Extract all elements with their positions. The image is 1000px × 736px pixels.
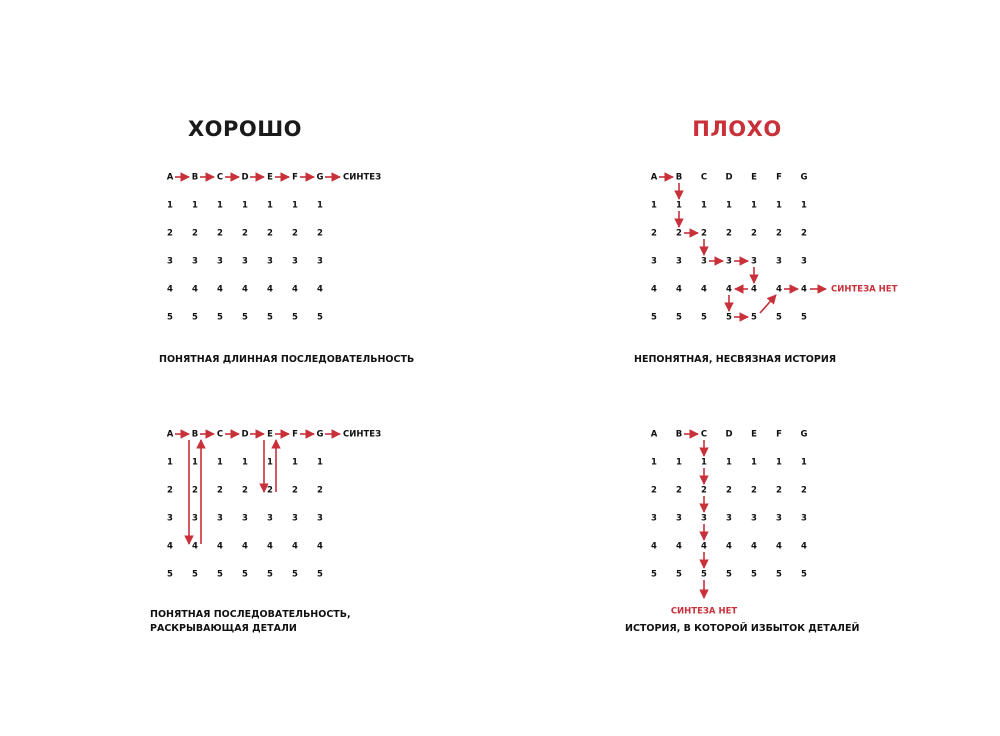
column-header-A: A (166, 429, 174, 440)
cell-C1: 1 (701, 200, 707, 211)
cell-A5: 5 (651, 569, 657, 580)
cell-G3: 3 (801, 513, 807, 524)
cell-D5: 5 (726, 569, 732, 580)
cell-D5: 5 (242, 312, 248, 323)
column-header-F: F (776, 429, 782, 440)
heading-good: ХОРОШО (187, 117, 303, 141)
cell-F2: 2 (776, 485, 782, 496)
caption-good-top: ПОНЯТНАЯ ДЛИННАЯ ПОСЛЕДОВАТЕЛЬНОСТЬ (159, 354, 415, 365)
cell-E3: 3 (267, 513, 273, 524)
cell-E3: 3 (751, 513, 757, 524)
cell-C2: 2 (701, 485, 707, 496)
cell-D2: 2 (242, 228, 248, 239)
cell-G1: 1 (801, 200, 807, 211)
cell-A3: 3 (651, 256, 657, 267)
cell-B5: 5 (192, 569, 198, 580)
cell-B5: 5 (676, 312, 682, 323)
cell-G5: 5 (317, 569, 323, 580)
cell-B1: 1 (676, 457, 682, 468)
column-header-E: E (267, 429, 273, 440)
column-header-E: E (751, 429, 757, 440)
cell-E4: 4 (751, 541, 757, 552)
cell-F1: 1 (292, 200, 298, 211)
column-header-B: B (191, 429, 199, 440)
cell-E4: 4 (267, 541, 273, 552)
cell-A3: 3 (167, 256, 173, 267)
cell-G4: 4 (317, 541, 323, 552)
cell-B4: 4 (192, 284, 198, 295)
column-header-F: F (292, 429, 298, 440)
cell-G1: 1 (317, 200, 323, 211)
column-header-E: E (267, 172, 273, 183)
cell-C5: 5 (701, 312, 707, 323)
synthesis-label: СИНТЕЗ (343, 172, 382, 183)
cell-E3: 3 (751, 256, 757, 267)
cell-E3: 3 (267, 256, 273, 267)
cell-E1: 1 (751, 200, 757, 211)
cell-E2: 2 (267, 485, 273, 496)
cell-F2: 2 (776, 228, 782, 239)
cell-G4: 4 (801, 541, 807, 552)
cell-D4: 4 (242, 284, 248, 295)
cell-G1: 1 (317, 457, 323, 468)
cell-C1: 1 (217, 457, 223, 468)
caption-bad-bottom: ИСТОРИЯ, В КОТОРОЙ ИЗБЫТОК ДЕТАЛЕЙ (625, 623, 860, 634)
column-header-D: D (725, 429, 733, 440)
cell-C3: 3 (217, 256, 223, 267)
cell-A4: 4 (651, 284, 657, 295)
column-header-B: B (675, 172, 683, 183)
no-synthesis-label: СИНТЕЗА НЕТ (831, 284, 898, 295)
cell-C4: 4 (217, 541, 223, 552)
cell-F4: 4 (292, 284, 298, 295)
column-header-D: D (241, 172, 249, 183)
column-header-G: G (800, 172, 808, 183)
cell-F3: 3 (776, 256, 782, 267)
cell-G2: 2 (317, 228, 323, 239)
cell-F5: 5 (292, 569, 298, 580)
cell-G3: 3 (317, 513, 323, 524)
cell-D4: 4 (726, 284, 732, 295)
cell-B4: 4 (192, 541, 198, 552)
cell-A4: 4 (167, 541, 173, 552)
cell-F3: 3 (292, 513, 298, 524)
cell-A5: 5 (167, 312, 173, 323)
red-arrow (760, 295, 776, 313)
column-header-E: E (751, 172, 757, 183)
column-header-C: C (216, 429, 224, 440)
cell-F5: 5 (292, 312, 298, 323)
cell-F4: 4 (776, 541, 782, 552)
cell-G4: 4 (317, 284, 323, 295)
cell-A1: 1 (651, 200, 657, 211)
cell-A2: 2 (651, 228, 657, 239)
column-header-C: C (700, 429, 708, 440)
cell-C2: 2 (217, 228, 223, 239)
cell-A2: 2 (167, 228, 173, 239)
cell-D2: 2 (726, 228, 732, 239)
cell-F5: 5 (776, 569, 782, 580)
cell-F2: 2 (292, 228, 298, 239)
cell-E1: 1 (751, 457, 757, 468)
column-header-C: C (700, 172, 708, 183)
cell-E4: 4 (751, 284, 757, 295)
cell-F4: 4 (292, 541, 298, 552)
column-header-F: F (292, 172, 298, 183)
cell-D3: 3 (726, 256, 732, 267)
cell-C3: 3 (701, 513, 707, 524)
cell-B3: 3 (192, 256, 198, 267)
cell-C5: 5 (217, 569, 223, 580)
cell-B3: 3 (676, 513, 682, 524)
cell-A3: 3 (651, 513, 657, 524)
cell-B3: 3 (192, 513, 198, 524)
cell-B1: 1 (676, 200, 682, 211)
cell-G1: 1 (801, 457, 807, 468)
column-header-A: A (166, 172, 174, 183)
column-header-B: B (675, 429, 683, 440)
cell-G5: 5 (801, 312, 807, 323)
cell-F1: 1 (292, 457, 298, 468)
cell-D4: 4 (242, 541, 248, 552)
column-header-C: C (216, 172, 224, 183)
cell-F1: 1 (776, 457, 782, 468)
cell-E1: 1 (267, 200, 273, 211)
cell-C4: 4 (701, 541, 707, 552)
cell-G2: 2 (801, 228, 807, 239)
heading-bad: ПЛОХО (692, 117, 782, 141)
cell-D1: 1 (726, 457, 732, 468)
cell-E4: 4 (267, 284, 273, 295)
cell-D4: 4 (726, 541, 732, 552)
cell-D1: 1 (242, 457, 248, 468)
cell-F3: 3 (776, 513, 782, 524)
cell-B4: 4 (676, 541, 682, 552)
cell-A1: 1 (651, 457, 657, 468)
cell-A5: 5 (651, 312, 657, 323)
cell-G4: 4 (801, 284, 807, 295)
cell-G2: 2 (317, 485, 323, 496)
cell-C5: 5 (701, 569, 707, 580)
cell-G3: 3 (801, 256, 807, 267)
cell-B2: 2 (676, 228, 682, 239)
column-header-D: D (241, 429, 249, 440)
cell-B2: 2 (192, 485, 198, 496)
cell-B1: 1 (192, 457, 198, 468)
caption-bad-top: НЕПОНЯТНАЯ, НЕСВЯЗНАЯ ИСТОРИЯ (634, 354, 837, 365)
cell-C1: 1 (701, 457, 707, 468)
cell-A1: 1 (167, 457, 173, 468)
cell-C5: 5 (217, 312, 223, 323)
column-header-B: B (191, 172, 199, 183)
diagram-good-sequence (167, 173, 381, 323)
cell-F4: 4 (776, 284, 782, 295)
cell-G5: 5 (317, 312, 323, 323)
column-header-G: G (316, 429, 324, 440)
cell-C3: 3 (701, 256, 707, 267)
cell-A3: 3 (167, 513, 173, 524)
cell-D3: 3 (726, 513, 732, 524)
cell-A4: 4 (651, 541, 657, 552)
cell-D1: 1 (242, 200, 248, 211)
cell-D5: 5 (242, 569, 248, 580)
cell-E5: 5 (267, 569, 273, 580)
caption-good-bottom-line-1: ПОНЯТНАЯ ПОСЛЕДОВАТЕЛЬНОСТЬ, (150, 609, 351, 620)
column-header-F: F (776, 172, 782, 183)
cell-F2: 2 (292, 485, 298, 496)
cell-A1: 1 (167, 200, 173, 211)
diagram-good-details (167, 430, 381, 580)
column-header-G: G (800, 429, 808, 440)
cell-C1: 1 (217, 200, 223, 211)
cell-B3: 3 (676, 256, 682, 267)
cell-D3: 3 (242, 256, 248, 267)
cell-C2: 2 (701, 228, 707, 239)
cell-B2: 2 (676, 485, 682, 496)
cell-F3: 3 (292, 256, 298, 267)
cell-D3: 3 (242, 513, 248, 524)
cell-A2: 2 (167, 485, 173, 496)
cell-G5: 5 (801, 569, 807, 580)
cell-E1: 1 (267, 457, 273, 468)
cell-A5: 5 (167, 569, 173, 580)
cell-E2: 2 (751, 228, 757, 239)
column-header-A: A (650, 172, 658, 183)
diagram-bad-excess-details (651, 430, 808, 617)
synthesis-label: СИНТЕЗ (343, 429, 382, 440)
cell-C3: 3 (217, 513, 223, 524)
cell-E2: 2 (751, 485, 757, 496)
cell-B5: 5 (192, 312, 198, 323)
cell-C2: 2 (217, 485, 223, 496)
cell-E5: 5 (751, 569, 757, 580)
cell-C4: 4 (701, 284, 707, 295)
cell-B4: 4 (676, 284, 682, 295)
cell-B2: 2 (192, 228, 198, 239)
column-header-D: D (725, 172, 733, 183)
cell-E2: 2 (267, 228, 273, 239)
cell-D5: 5 (726, 312, 732, 323)
cell-G2: 2 (801, 485, 807, 496)
cell-A2: 2 (651, 485, 657, 496)
cell-D2: 2 (726, 485, 732, 496)
cell-F1: 1 (776, 200, 782, 211)
no-synthesis-label: СИНТЕЗА НЕТ (670, 606, 738, 617)
column-header-G: G (316, 172, 324, 183)
column-header-A: A (650, 429, 658, 440)
cell-G3: 3 (317, 256, 323, 267)
cell-C4: 4 (217, 284, 223, 295)
cell-F5: 5 (776, 312, 782, 323)
cell-E5: 5 (751, 312, 757, 323)
caption-good-bottom-line-2: РАСКРЫВАЮЩАЯ ДЕТАЛИ (150, 623, 297, 634)
diagram-bad-disjointed (651, 173, 898, 323)
cell-D2: 2 (242, 485, 248, 496)
cell-D1: 1 (726, 200, 732, 211)
cell-E5: 5 (267, 312, 273, 323)
cell-A4: 4 (167, 284, 173, 295)
cell-B1: 1 (192, 200, 198, 211)
cell-B5: 5 (676, 569, 682, 580)
